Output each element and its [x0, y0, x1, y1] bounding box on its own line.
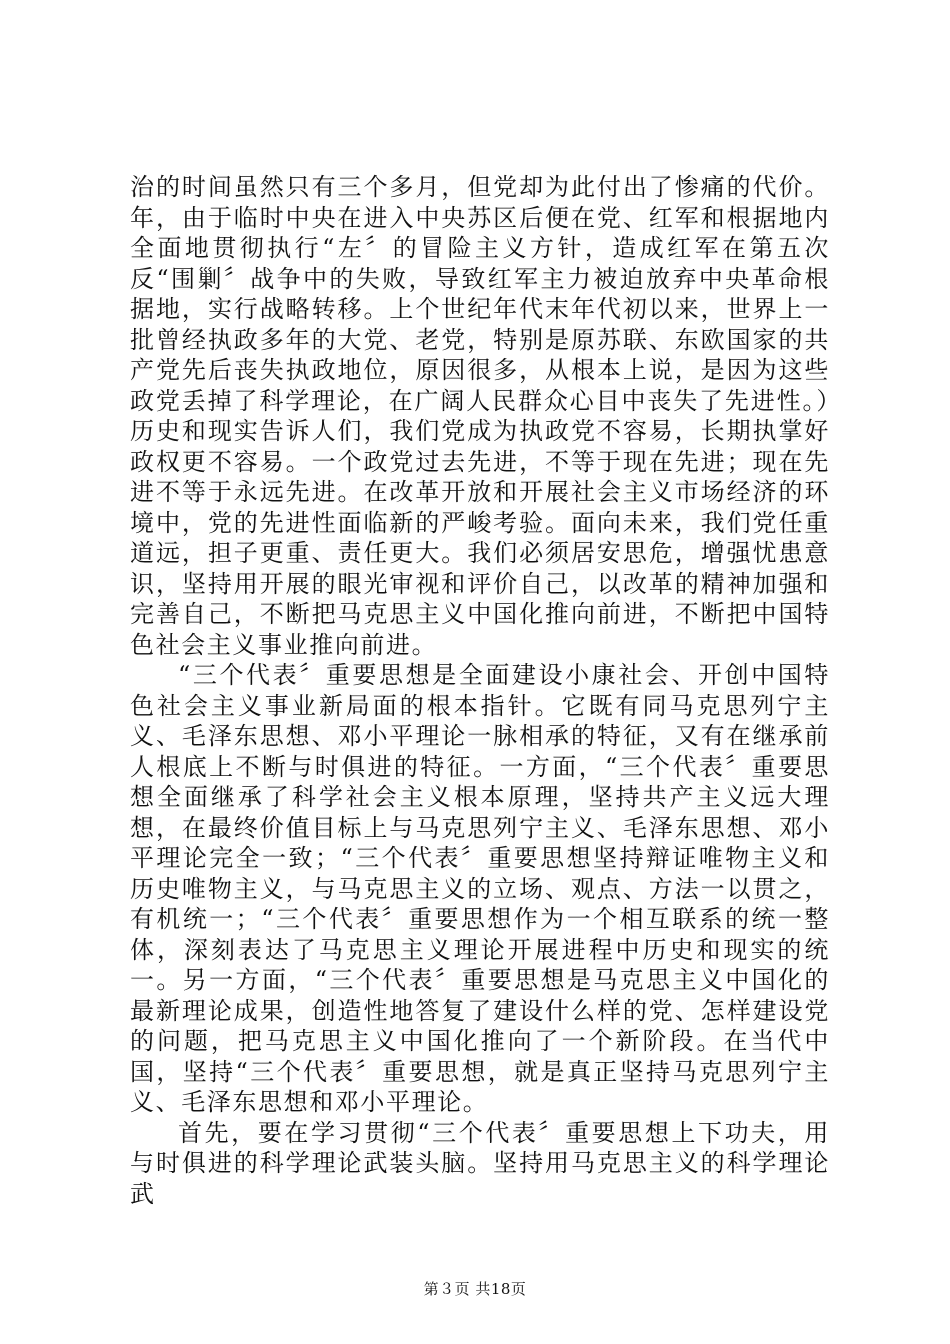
document-body — [130, 172, 830, 1209]
paragraph-3: 首先，要在学习贯彻“三个代表〞重要思想上下功夫，用与时俱进的科学理论武装头脑。坚持用马克思主义的科学理论武 — [130, 1118, 830, 1208]
page-footer: 第３页 共18页 — [423, 1280, 527, 1298]
paragraph-2: “三个代表〞重要思想是全面建设小康社会、开创中国特色社会主义事业新局面的根本指针。它既有同马克思列宁主义、毛泽东思想、邓小平理论一脉相承的特征，又有在继承前人根底上不断与时俱进的特征。一方面，“三个代表〞重要思想全面继承了科学社会主义根本原理，坚持共产主义远大理想，在最终价值目标上与马克思列宁主义、毛泽东思想、邓小平理论完全一致；“三个代表〞重要思想坚持辩证唯物主义和历史唯物主义，与马克思主义的立场、观点、方法一以贯之，有机统一；“三个代表〞重要思想作为一个相互联系的统一整体，深刻表达了马克思主义理论开展进程中历史和现实的统一。另一方面，“三个代表〞重要思想是马克思主义中国化的最新理论成果，创造性地答复了建设什么样的党、怎样建设党的问题，把马克思主义中国化推向了一个新阶段。在当代中国，坚持“三个代表〞重要思想，就是真正坚持马克思列宁主义、毛泽东思想和邓小平理论。 — [130, 661, 830, 1116]
paragraph-1: 治的时间虽然只有三个多月，但党却为此付出了惨痛的代价。年，由于临时中央在进入中央苏区后便在党、红军和根据地内全面地贯彻执行“左〞的冒险主义方针，造成红军在第五次反“围剿〞战争中的失败，导致红军主力被迫放弃中央革命根据地，实行战略转移。上个世纪年代末年代初以来，世界上一批曾经执政多年的大党、老党，特别是原苏联、东欧国家的共产党先后丧失执政地位，原因很多，从根本上说，是因为这些政党丢掉了科学理论，在广阔人民群众心目中丧失了先进性。）历史和现实告诉人们，我们党成为执政党不容易，长期执掌好政权更不容易。一个政党过去先进，不等于现在先进；现在先进不等于永远先进。在改革开放和开展社会主义市场经济的环境中，党的先进性面临新的严峻考验。面向未来，我们党任重道远，担子更重、责任更大。我们必须居安思危，增强忧患意识，坚持用开展的眼光审视和评价自己，以改革的精神加强和完善自己，不断把马克思主义中国化推向前进，不断把中国特色社会主义事业推向前进。 — [130, 173, 830, 659]
